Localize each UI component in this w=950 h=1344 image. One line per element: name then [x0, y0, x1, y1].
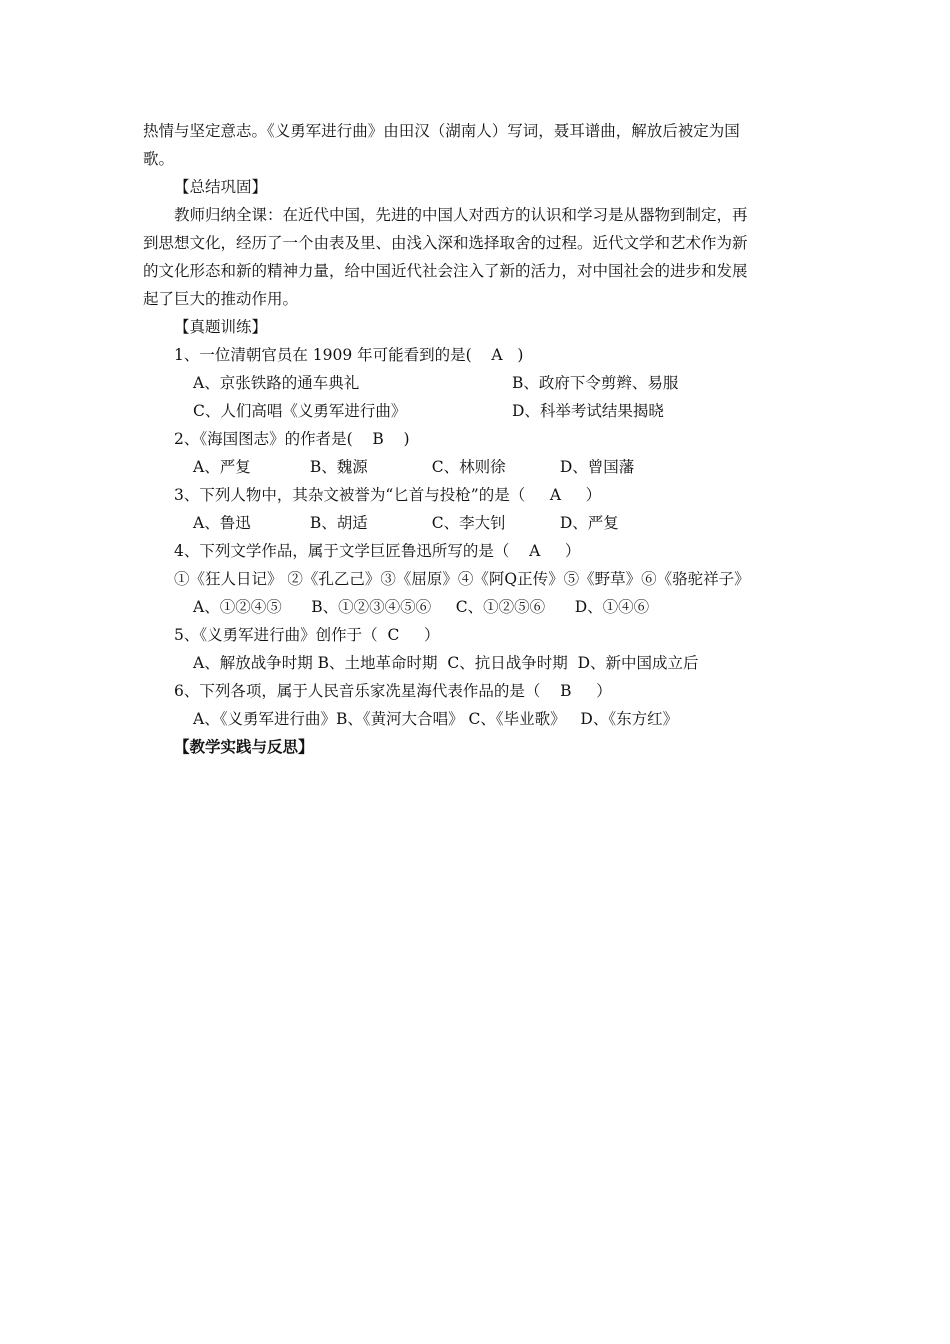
question-6-stem: 6、下列各项，属于人民音乐家冼星海代表作品的是（ B ）	[174, 682, 612, 700]
question-4-stem: 4、下列文学作品，属于文学巨匠鲁迅所写的是（ A ）	[174, 542, 581, 560]
summary-line-1: 教师归纳全课：在近代中国，先进的中国人对西方的认识和学习是从器物到制定，再	[174, 206, 748, 224]
question-1-option-a: A、京张铁路的通车典礼	[193, 374, 360, 392]
question-4-options: A、①②④⑤ B、①②③④⑤⑥ C、①②⑤⑥ D、①④⑥	[193, 598, 650, 616]
question-5-options: A、解放战争时期 B、土地革命时期 C、抗日战争时期 D、新中国成立后	[193, 654, 699, 672]
question-4-works: ①《狂人日记》 ②《孔乙己》③《屈原》④《阿Q正传》⑤《野草》⑥《骆驼祥子》	[174, 570, 750, 588]
intro-line-1: 热情与坚定意志。《义勇军进行曲》由田汉（湖南人）写词，聂耳谱曲，解放后被定为国	[143, 122, 740, 140]
question-3-options: A、鲁迅 B、胡适 C、李大钊 D、严复	[193, 514, 619, 532]
intro-line-2: 歌。	[143, 150, 175, 168]
question-5-stem: 5、《义勇军进行曲》创作于（ C ）	[174, 626, 440, 644]
summary-line-3: 的文化形态和新的精神力量，给中国近代社会注入了新的活力，对中国社会的进步和发展	[143, 262, 748, 280]
question-2-options: A、严复 B、魏源 C、林则徐 D、曾国藩	[193, 458, 635, 476]
question-3-stem: 3、下列人物中，其杂文被誉为“匕首与投枪”的是（ A ）	[174, 486, 602, 504]
question-1-option-b: B、政府下令剪辫、易服	[512, 374, 679, 392]
question-1-option-d: D、科举考试结果揭晓	[512, 402, 664, 420]
question-1-option-c: C、人们高唱《义勇军进行曲》	[193, 402, 407, 420]
question-1-stem: 1、一位清朝官员在 1909 年可能看到的是( A )	[174, 346, 524, 364]
question-2-stem: 2、《海国图志》的作者是( B )	[174, 430, 410, 448]
reflection-heading: 【教学实践与反思】	[174, 737, 314, 756]
summary-line-2: 到思想文化，经历了一个由表及里、由浅入深和选择取舍的过程。近代文学和艺术作为新	[143, 234, 748, 252]
summary-heading: 【总结巩固】	[174, 178, 268, 196]
exercises-heading: 【真题训练】	[174, 318, 268, 336]
question-6-options: A、《义勇军进行曲》B、《黄河大合唱》 C、《毕业歌》 D、《东方红》	[193, 710, 679, 728]
summary-line-4: 起了巨大的推动作用。	[143, 290, 299, 308]
